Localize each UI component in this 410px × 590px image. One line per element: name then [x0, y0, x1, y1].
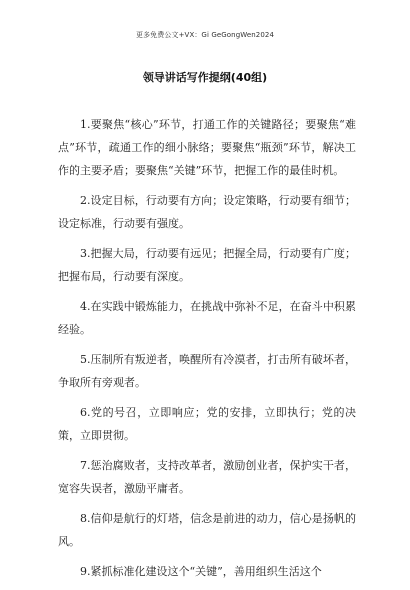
paragraph-3: 3.把握大局，行动要有远见；把握全局，行动要有广度；把握布局，行动要有深度。	[58, 247, 356, 283]
document-title: 领导讲话写作提纲(40组)	[142, 71, 268, 84]
paragraph-8: 8.信仰是航行的灯塔，信念是前进的动力，信心是扬帆的风。	[58, 512, 356, 548]
header-note: 更多免费公文+VX：Gi GeGongWen2024	[135, 31, 275, 39]
document-body	[58, 113, 356, 590]
paragraph-4: 4.在实践中锻炼能力，在挑战中弥补不足，在奋斗中积累经验。	[58, 300, 356, 336]
paragraph-1: 1.要聚焦“核心”环节，打通工作的关键路径；要聚焦“难点”环节，疏通工作的细小脉络；要聚焦“瓶颈”环节，解决工作的主要矛盾；要聚焦“关键”环节，把握工作的最佳时机。	[58, 118, 356, 177]
paragraph-7: 7.惩治腐败者，支持改革者，激励创业者，保护实干者，宽容失误者，激励平庸者。	[58, 459, 356, 495]
paragraph-9: 9.紧抓标准化建设这个“关键”，善用组织生活这个	[80, 565, 322, 578]
paragraph-6: 6.党的号召，立即响应；党的安排，立即执行；党的决策，立即贯彻。	[58, 406, 356, 442]
paragraph-5: 5.压制所有叛逆者，唤醒所有冷漠者，打击所有破坏者，争取所有旁观者。	[58, 353, 356, 389]
paragraph-2: 2.设定目标，行动要有方向；设定策略，行动要有细节；设定标准，行动要有强度。	[58, 194, 356, 230]
